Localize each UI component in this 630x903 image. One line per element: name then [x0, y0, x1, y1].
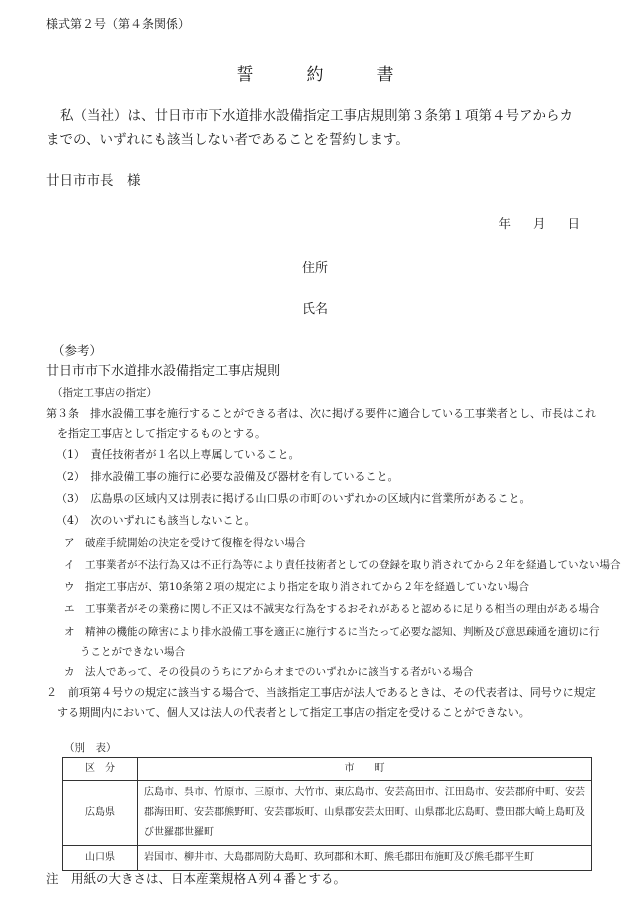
appendix-label: （別 表）	[64, 742, 117, 754]
address-label: 住所	[302, 261, 329, 276]
form-number: 様式第２号（第４条関係）	[46, 17, 191, 31]
table-row	[63, 781, 592, 846]
date-line	[476, 214, 580, 232]
name-label: 氏名	[302, 302, 329, 317]
date-year: 年	[498, 216, 511, 231]
sub-item-i: イ 工事業者が不法行為又は不正行為等により責任技術者としての登録を取り消されてから２年を経過していない場合	[64, 559, 621, 571]
oath-statement: 私（当社）は、廿日市市下水道排水設備指定工事店規則第３条第１項第４号アからカまでの、いずれにも該当しない者であることを誓約します。	[46, 108, 573, 148]
header-category: 区 分	[63, 758, 138, 781]
sub-item-o: オ 精神の機能の障害により排水設備工事を適正に施行するに当たって必要な認知、判断及び意思疎通を適切に行うことができない場合	[64, 626, 600, 658]
row-prefecture: 山口県	[63, 846, 138, 871]
date-day: 日	[567, 216, 580, 231]
paragraph-2: ２ 前項第４号ウの規定に該当する場合で、当該指定工事店が法人であるときは、その代表者は、同号ウに規定する期間内において、個人又は法人の代表者として指定工事店の指定を受けることができない。	[46, 686, 596, 719]
article-3: 第３条 排水設備工事を施行することができる者は、次に掲げる要件に適合している工事業者とし、市長はこれを指定工事店として指定するものとする。	[46, 407, 596, 440]
item-4: （4） 次のいずれにも該当しないこと。	[56, 514, 256, 527]
item-3: （3） 広島県の区域内又は別表に掲げる山口県の市町のいずれかの区域内に営業所があること。	[56, 492, 531, 505]
table-row	[63, 846, 592, 871]
header-municipalities: 市 町	[138, 758, 592, 781]
sub-item-ka: カ 法人であって、その役員のうちにアからオまでのいずれかに該当する者がいる場合	[64, 666, 474, 678]
appendix-table	[62, 757, 592, 871]
row-municipalities: 広島市、呉市、竹原市、三原市、大竹市、東広島市、安芸高田市、江田島市、安芸郡府中町、安芸郡海田町、安芸郡熊野町、安芸郡坂町、山県郡安芸太田町、山県郡北広島町、豊田郡大崎上島町及び世羅郡世羅町	[138, 781, 592, 846]
item-2: （2） 排水設備工事の施行に必要な設備及び器材を有していること。	[56, 470, 399, 483]
table-header-row	[63, 758, 592, 781]
footnote: 注 用紙の大きさは、日本産業規格Ａ列４番とする。	[46, 871, 347, 886]
document-title: 誓 約 書	[236, 65, 412, 85]
rules-title: 廿日市市下水道排水設備指定工事店規則	[46, 364, 281, 379]
chapter-note: （指定工事店の指定）	[52, 387, 157, 399]
date-month: 月	[532, 216, 546, 231]
addressee: 廿日市市長 様	[46, 173, 141, 189]
sub-item-e: エ 工事業者がその業務に関し不正又は不誠実な行為をするおそれがあると認めるに足りる相当の理由がある場合	[64, 603, 600, 615]
row-municipalities: 岩国市、柳井市、大島郡周防大島町、玖珂郡和木町、熊毛郡田布施町及び熊毛郡平生町	[138, 846, 592, 871]
reference-label: （参考）	[52, 343, 103, 358]
sub-item-u: ウ 指定工事店が、第10条第２項の規定により指定を取り消されてから２年を経過していない場合	[64, 581, 529, 593]
row-prefecture: 広島県	[63, 781, 138, 846]
sub-item-a: ア 破産手続開始の決定を受けて復権を得ない場合	[64, 537, 306, 549]
item-1: （1） 責任技術者が１名以上専属していること。	[56, 448, 300, 461]
